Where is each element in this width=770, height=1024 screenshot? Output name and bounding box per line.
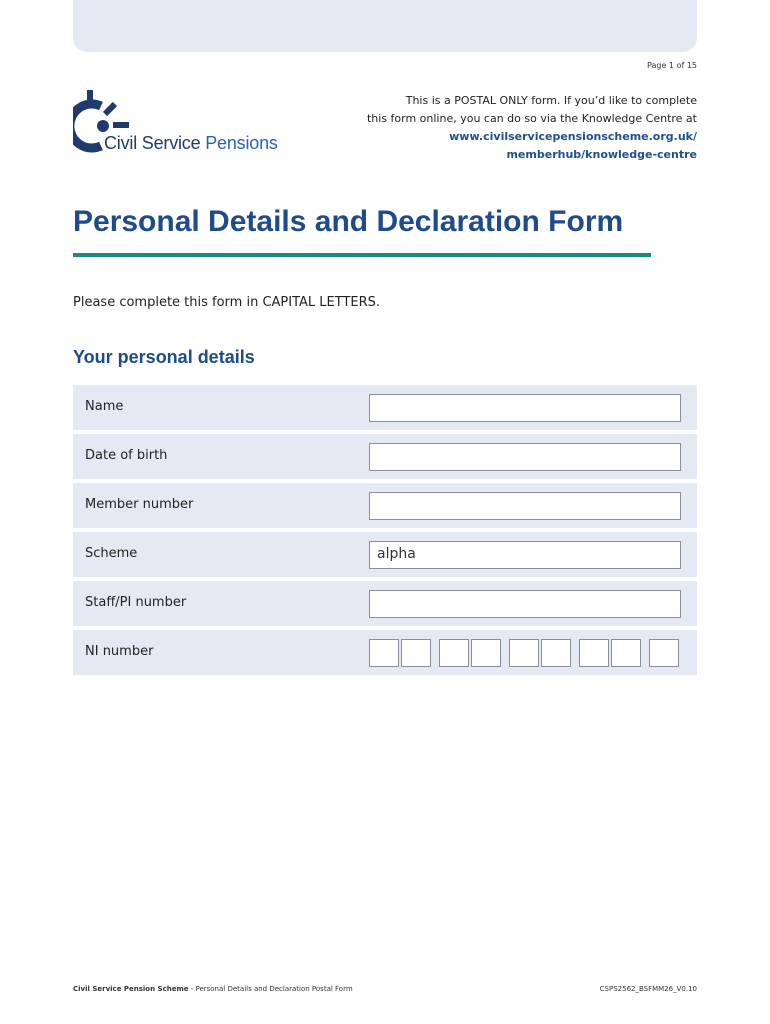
ni-char-box[interactable] [401, 639, 431, 667]
field-label: Date of birth [85, 448, 168, 463]
member-number-field[interactable] [369, 492, 681, 520]
title-divider [73, 253, 651, 257]
ni-char-box[interactable] [439, 639, 469, 667]
postal-notice-line2: this form online, you can do so via the Knowledge Centre at [366, 112, 697, 125]
field-label: NI number [85, 644, 154, 659]
row-ni-number [73, 630, 697, 675]
ni-char-box[interactable] [541, 639, 571, 667]
row-name [73, 385, 697, 430]
footer-form-name: - Personal Details and Declaration Postal Form [188, 985, 353, 993]
ni-char-box[interactable] [611, 639, 641, 667]
row-member-number [73, 483, 697, 528]
row-date-of-birth [73, 434, 697, 479]
field-label: Scheme [85, 546, 138, 561]
logo-text-accent: Pensions [205, 133, 278, 153]
footer-scheme-name: Civil Service Pension Scheme [73, 985, 189, 993]
ni-char-box[interactable] [579, 639, 609, 667]
ni-number-input-group [369, 639, 681, 667]
field-label: Member number [85, 497, 194, 512]
header-band [73, 0, 697, 52]
personal-details-table [73, 385, 697, 679]
postal-notice [337, 92, 697, 164]
logo-text-main: Civil Service [104, 133, 201, 153]
logo-wordmark [104, 133, 278, 154]
ni-char-box[interactable] [649, 639, 679, 667]
field-label: Staff/PI number [85, 595, 187, 610]
ni-char-box[interactable] [509, 639, 539, 667]
row-scheme [73, 532, 697, 577]
knowledge-centre-link-line1[interactable]: www.civilservicepensionscheme.org.uk/ [449, 130, 697, 143]
page-number: Page 1 of 15 [647, 61, 697, 70]
field-label: Name [85, 399, 124, 414]
row-staff-pi-number [73, 581, 697, 626]
scheme-field[interactable]: alpha [369, 541, 681, 569]
knowledge-centre-link-line2[interactable]: memberhub/knowledge-centre [506, 148, 697, 161]
footer-form-code: CSPS2562_BSFMM26_V0.10 [599, 985, 697, 993]
form-instruction: Please complete this form in CAPITAL LETTERS. [73, 295, 381, 310]
date-of-birth-field[interactable] [369, 443, 681, 471]
page-title: Personal Details and Declaration Form [73, 205, 624, 238]
section-heading: Your personal details [73, 347, 255, 367]
ni-char-box[interactable] [369, 639, 399, 667]
postal-notice-line1: This is a POSTAL ONLY form. If you’d like to complete [405, 94, 697, 107]
staff-pi-number-field[interactable] [369, 590, 681, 618]
footer-document-name [73, 985, 353, 993]
ni-char-box[interactable] [471, 639, 501, 667]
name-field[interactable] [369, 394, 681, 422]
